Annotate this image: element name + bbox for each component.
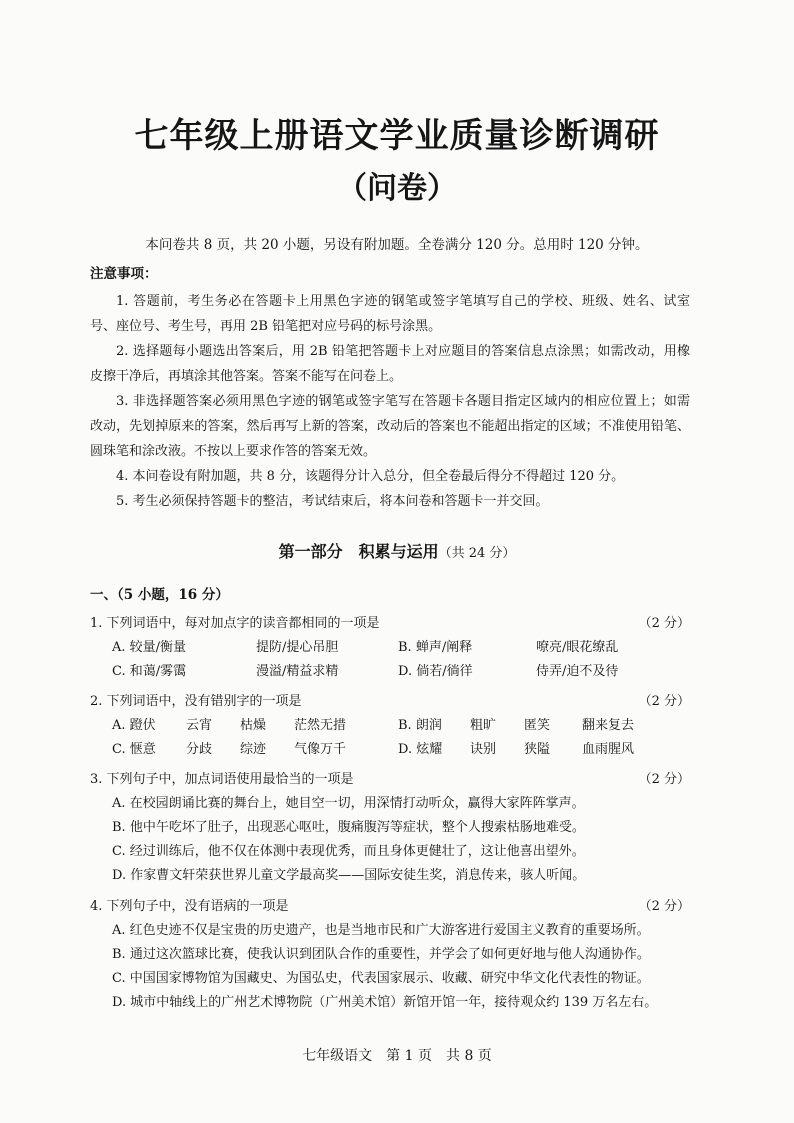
part-heading xyxy=(0,539,794,562)
question-1 xyxy=(90,612,690,684)
notice-heading: 注意事项： xyxy=(90,266,158,282)
option-b: B. 通过这次篮球比赛，使我认识到团队合作的重要性，并学会了如何更好地与他人沟通协作。 xyxy=(112,947,650,962)
part-score: （共 24 分） xyxy=(438,546,516,561)
notice-item: 3. 非选择题答案必须用黑色字迹的钢笔或签字笔写在答题卡各题目指定区域内的相应位置上；如需改动，先划掉原来的答案，然后再写上新的答案，改动后的答案也不能超出指定的区域；不准使用铅笔、圆珠笔和涂改液。不按以上要求作答的答案无效。 xyxy=(90,394,690,459)
option-b-word: B. 朗润 xyxy=(398,718,442,733)
option-c-word1: C. 和蔼/雾霭 xyxy=(112,664,187,679)
option-b-word: 粗旷 xyxy=(470,718,497,733)
option-d: D. 作家曹文轩荣获世界儿童文学最高奖——国际安徒生奖，消息传来，骇人听闻。 xyxy=(112,868,586,883)
option-d-word: 诀别 xyxy=(470,742,497,757)
option-c: C. 经过训练后，他不仅在体测中表现优秀，而且身体更健壮了，这让他喜出望外。 xyxy=(112,844,585,859)
question-3 xyxy=(90,768,690,888)
option-a: A. 在校园朗诵比赛的舞台上，她目空一切，用深情打动听众，赢得大家阵阵掌声。 xyxy=(112,796,585,811)
question-4 xyxy=(90,895,690,1015)
part-title: 第一部分 积累与运用 xyxy=(278,542,439,561)
option-d: D. 城市中轴线上的广州艺术博物院（广州美术馆）新馆开馆一年，接待观众约 139 万名左右。 xyxy=(112,995,658,1010)
option-b-word2: 嘹亮/眼花缭乱 xyxy=(536,640,619,655)
notice-item: 1. 答题前，考生务必在答题卡上用黑色字迹的钢笔或签字笔填写自己的学校、班级、姓名、试室号、座位号、考生号，再用 2B 铅笔把对应号码的标号涂黑。 xyxy=(90,294,690,334)
option-b: B. 他中午吃坏了肚子，出现恶心呕吐，腹痛腹泻等症状，整个人搜索枯肠地难受。 xyxy=(112,820,585,835)
option-b-word1: B. 蝉声/阐释 xyxy=(398,640,473,655)
question-stem: 3. 下列句子中，加点词语使用最恰当的一项是 xyxy=(90,772,354,787)
option-a-word: 云宵 xyxy=(186,718,213,733)
question-score: （2 分） xyxy=(638,899,690,914)
option-c-word: 分歧 xyxy=(186,742,213,757)
option-a-word2: 提防/提心吊胆 xyxy=(256,640,339,655)
option-a-word: 茫然无措 xyxy=(294,718,347,733)
option-d-word: 血雨腥风 xyxy=(582,742,635,757)
option-a-word1: A. 较量/衡量 xyxy=(112,640,187,655)
question-stem: 4. 下列句子中，没有语病的一项是 xyxy=(90,899,289,914)
question-score: （2 分） xyxy=(638,694,690,709)
page-footer: 七年级语文 第 1 页 共 8 页 xyxy=(302,1048,492,1064)
option-d-word1: D. 倘若/徜徉 xyxy=(398,664,473,679)
option-b-word: 翻来复去 xyxy=(582,718,635,733)
option-c-word: C. 惬意 xyxy=(112,742,156,757)
question-score: （2 分） xyxy=(638,772,690,787)
notice-item: 2. 选择题每小题选出答案后，用 2B 铅笔把答题卡上对应题目的答案信息点涂黑；如需改动，用橡皮擦干净后，再填涂其他答案。答案不能写在问卷上。 xyxy=(90,344,690,384)
option-a: A. 红色史迹不仅是宝贵的历史遗产，也是当地市民和广大游客进行爱国主义教育的重要场所。 xyxy=(112,923,650,938)
page-subtitle: （问卷） xyxy=(337,171,457,206)
question-score: （2 分） xyxy=(638,616,690,631)
option-c-word: 综迹 xyxy=(240,742,267,757)
exam-intro: 本问卷共 8 页，共 20 小题，另设有附加题。全卷满分 120 分。总用时 120 分钟。 xyxy=(145,237,649,253)
option-c-word: 气像万千 xyxy=(294,742,347,757)
page-title: 七年级上册语文学业质量诊断调研 xyxy=(134,116,660,156)
option-d-word: 狭隘 xyxy=(524,742,551,757)
option-c: C. 中国国家博物馆为国藏史、为国弘史，代表国家展示、收藏、研究中华文化代表性的物证。 xyxy=(112,971,650,986)
option-a-word: A. 蹬伏 xyxy=(112,718,156,733)
option-c-word2: 漫溢/精益求精 xyxy=(256,664,339,679)
option-d-word2: 侍弄/迫不及待 xyxy=(536,664,619,679)
question-stem: 2. 下列词语中，没有错别字的一项是 xyxy=(90,694,302,709)
option-a-word: 枯燥 xyxy=(240,718,267,733)
notice-item: 4. 本问卷设有附加题，共 8 分，该题得分计入总分，但全卷最后得分不得超过 120 分。 xyxy=(116,469,625,484)
question-2 xyxy=(90,690,690,762)
notice-list xyxy=(90,289,690,514)
option-b-word: 匿笑 xyxy=(524,718,551,733)
notice-item: 5. 考生必须保持答题卡的整洁，考试结束后，将本问卷和答题卡一并交回。 xyxy=(116,494,549,509)
option-d-word: D. 炫耀 xyxy=(398,742,443,757)
question-stem: 1. 下列词语中，每对加点字的读音都相同的一项是 xyxy=(90,616,380,631)
section-heading: 一、（5 小题，16 分） xyxy=(90,587,229,603)
